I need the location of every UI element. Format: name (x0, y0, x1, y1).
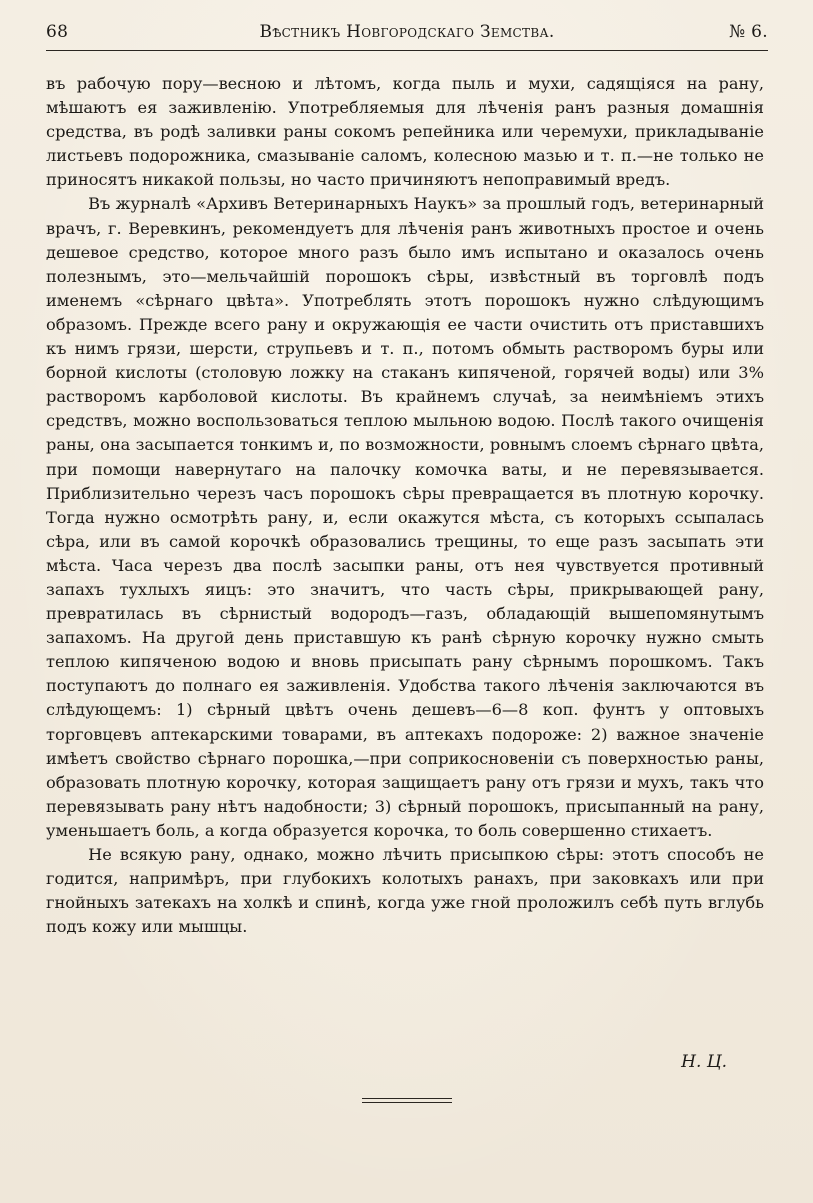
issue-number: № 6. (729, 22, 768, 42)
header-rule (46, 50, 768, 51)
paragraph-main: Въ журналѣ «Архивъ Ветеринарныхъ Наукъ» за прошлый годъ, ветеринарный врачъ, г. Веревкинъ, рекомендуетъ для лѣченія ранъ животныхъ простое и очень дешевое средство, которое много разъ было имъ испытано и оказалось очень полезнымъ, это—мельчайшій порошокъ сѣры, извѣстный въ торговлѣ подъ именемъ «сѣрнаго цвѣта». Употреблять этотъ порошокъ нужно слѣдующимъ образомъ. Прежде всего рану и окружающія ее части очистить отъ приставшихъ къ нимъ грязи, шерсти, струпьевъ и т. п., потомъ обмыть растворомъ буры или борной кислоты (столовую ложку на стаканъ кипяченой, горячей воды) или 3% растворомъ карболовой кислоты. Въ крайнемъ случаѣ, за неимѣніемъ этихъ средствъ, можно воспользоваться теплою мыльною водою. Послѣ такого очищенія раны, она засыпается тонкимъ и, по возможности, ровнымъ слоемъ сѣрнаго цвѣта, при помощи навернутаго на палочку комочка ваты, и не перевязывается. Приблизительно черезъ часъ порошокъ сѣры превращается въ плотную корочку. Тогда нужно осмотрѣть рану, и, если окажутся мѣста, съ которыхъ ссыпалась сѣра, или въ самой корочкѣ образовались трещины, то еще разъ засыпать эти мѣста. Часа черезъ два послѣ засыпки раны, отъ нея чувствуется противный запахъ тухлыхъ яицъ: это значитъ, что часть сѣры, прикрывающей рану, превратилась въ сѣрнистый водородъ—газъ, обладающій вышепомянутымъ запахомъ. На другой день приставшую къ ранѣ сѣрную корочку нужно смыть теплою кипяченою водою и вновь присыпать рану сѣрнымъ порошкомъ. Такъ поступаютъ до полнаго ея заживленія. Удобства такого лѣченія заключаются въ слѣдующемъ: 1) сѣрный цвѣтъ очень дешевъ—6—8 коп. фунтъ у оптовыхъ торговцевъ аптекарскими товарами, въ аптекахъ подороже: 2) важное значеніе имѣетъ свойство сѣрнаго порошка,—при соприкосновеніи съ поверхностью раны, образовать плотную корочку, которая защищаетъ рану отъ грязи и мухъ, такъ что перевязывать рану нѣтъ надобности; 3) сѣрный порошокъ, присыпанный на рану, уменьшаетъ боль, а когда образуется корочка, то боль совершенно стихаетъ. (46, 194, 764, 840)
paragraph-closing: Не всякую рану, однако, можно лѣчить присыпкою сѣры: этотъ способъ не годится, напримѣръ, при глубокихъ колотыхъ ранахъ, при заковкахъ или при гнойныхъ затекахъ на холкѣ и спинѣ, когда уже гной проложилъ себѣ путь вглубь подъ кожу или мышцы. (46, 845, 764, 937)
running-header (46, 22, 768, 48)
end-rule-top (362, 1098, 452, 1099)
end-rule-bottom (362, 1102, 452, 1103)
page-number: 68 (46, 22, 69, 42)
paragraph-continuation: въ рабочую пору—весною и лѣтомъ, когда пыль и мухи, садящіяся на рану, мѣшаютъ ея заживленію. Употребляемыя для лѣченія ранъ разныя домашнія средства, въ родѣ заливки раны сокомъ репейника или черемухи, прикладываніе листьевъ подорожника, смазываніе саломъ, колесною мазью и т. п.—не только не приносятъ никакой пользы, но часто причиняютъ непоправимый вредъ. (46, 74, 764, 190)
author-signature: Н. Ц. (681, 1052, 727, 1072)
journal-title: Вѣстникъ Новгородскаго Земства. (259, 22, 555, 42)
article-body (46, 72, 764, 939)
